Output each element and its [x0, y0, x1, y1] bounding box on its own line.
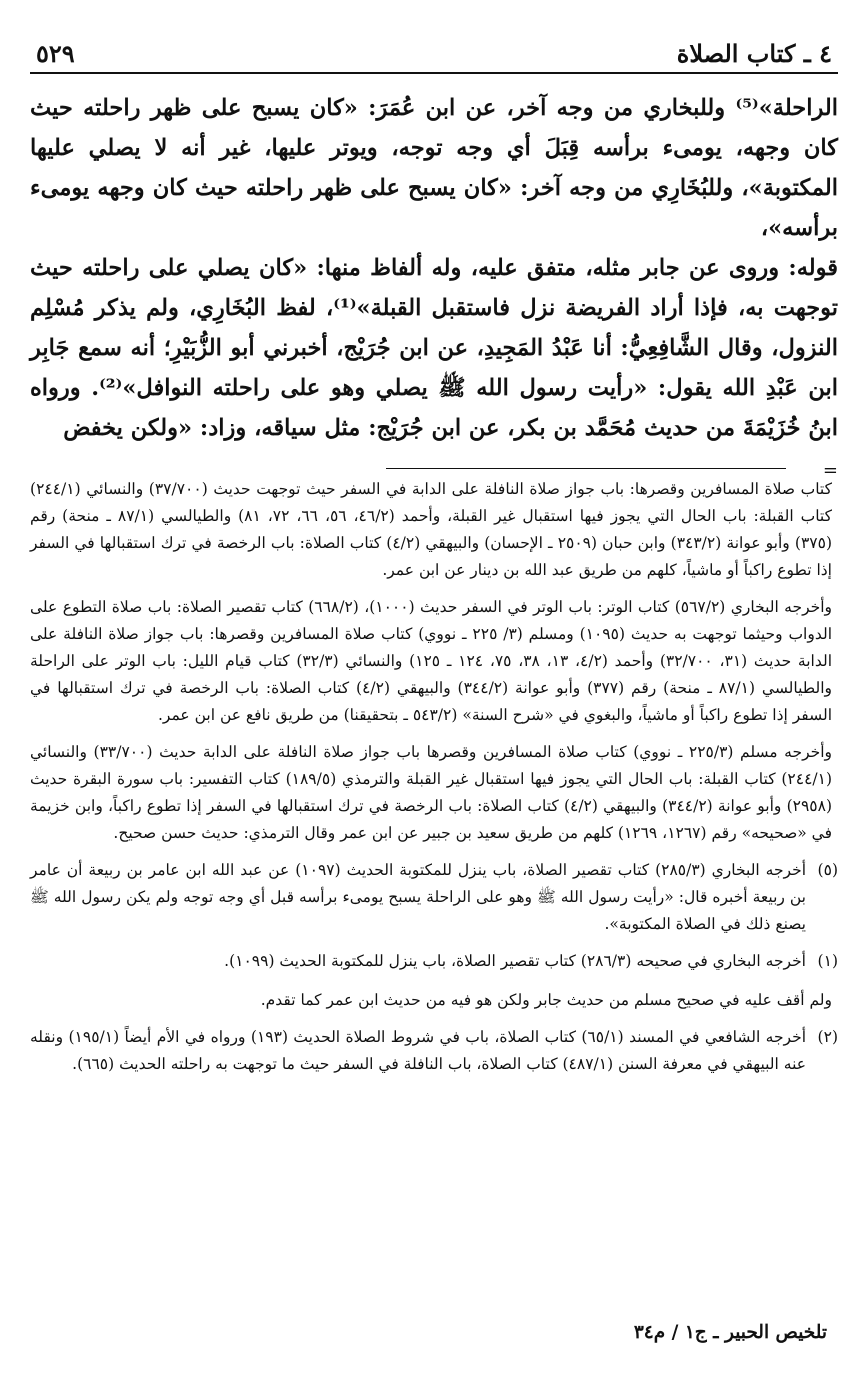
footnote: [30, 987, 838, 1014]
continuation-marker: =: [822, 460, 838, 481]
footnote-number: (١): [817, 952, 838, 970]
paragraph: الراحلة»⁽⁵⁾ وللبخاري من وجه آخر، عن ابن عُمَرَ: «كان يسبح على ظهر راحلته حيث كان وجهه، يومىء برأسه قِبَلَ أي وجه توجه، ويوتر عليها، غير أنه لا يصلي عليها المكتوبة»، وللبُخَارِي من وجه آخر: «كان يسبح على ظهر راحلته حيث كان وجهه يومىء برأسه»،: [30, 95, 838, 241]
footnote: [30, 1024, 838, 1078]
page-number: ٥٢٩: [36, 39, 75, 68]
footnote-text: ولم أقف عليه في صحيح مسلم من حديث جابر ولكن هو فيه من حديث ابن عمر كما تقدم.: [260, 991, 832, 1009]
footnote-text: وأخرجه البخاري (٥٦٧/٢) كتاب الوتر: باب الوتر في السفر حديث (١٠٠٠)، (٦٦٨/٢) كتاب تقصير الصلاة: باب صلاة التطوع على الدواب وحيثما توجهت به حديث (١٠٩٥) ومسلم (٣/ ٢٢٥ ـ نووي) كتاب صلاة المسافرين وقصرها: باب جواز صلاة النافلة على الدابة حديث (٣١، ٣٢/٧٠٠) وأحمد (٤/٢، ١٣، ٣٨، ٧٥، ١٢٤ ـ ١٢٥) والنسائي (٣٢/٣) كتاب قيام الليل: باب الوتر على الراحلة والطيالسي (٨٧/١ ـ منحة) رقم (٣٧٧) وأبو عوانة (٣٤٤/٢) والبيهقي (٤/٢) كتاب الصلاة: باب الرخصة في ترك استقبالها في السفر إذا تطوع راكباً أو ماشياً، والبغوي في «شرح السنة» (٥٤٣/٢ ـ بتحقيقنا) من طريق نافع عن ابن عمر.: [30, 598, 833, 724]
footnote-text: كتاب صلاة المسافرين وقصرها: باب جواز صلاة النافلة على الدابة في السفر حيث توجهت حديث (٣٧/٧٠٠) والنسائي (٢٤٤/١) كتاب القبلة: باب الحال التي يجوز فيها استقبال غير القبلة، وأحمد (٤٦/٢، ٥٦، ٦٦، ٧٢، ٨١) والطيالسي (٨٧/١ ـ منحة) رقم (٣٧٥) وأبو عوانة (٣٤٣/٢) وابن حبان (٢٥٠٩ ـ الإحسان) والبيهقي (٤/٢) كتاب الصلاة: باب الرخصة في ترك استقبالها في السفر إذا تطوع راكباً أو ماشياً، كلهم من طريق عبد الله بن دينار عن ابن عمر.: [30, 480, 832, 579]
footnote-text: وأخرجه مسلم (٢٢٥/٣ ـ نووي) كتاب صلاة المسافرين وقصرها باب جواز صلاة النافلة على الدابة حديث (٣٣/٧٠٠) والنسائي (٢٤٤/١) كتاب القبلة: باب الحال التي يجوز فيها استقبال غير القبلة والترمذي (١٨٩/٥) كتاب التفسير: باب سورة البقرة حديث (٢٩٥٨) وأبو عوانة (٣٤٤/٢) والبيهقي (٤/٢) كتاب الصلاة: باب الرخصة في ترك استقبالها في السفر إذا تطوع راكباً، وابن خزيمة في «صحيحه» رقم (١٢٦٧، ١٢٦٩) كلهم من طريق سعيد بن جبير عن ابن عمر وقال الترمذي: حديث حسن صحيح.: [30, 743, 833, 842]
footnote: [30, 857, 838, 938]
footnote: [30, 739, 838, 847]
document-page: [30, 28, 838, 1088]
footnote-number: (٥): [817, 861, 838, 879]
footnote-number: (٢): [817, 1028, 838, 1046]
running-header: [30, 28, 838, 74]
page-signature: تلخيص الحبير ـ ج١ / م٣٤: [633, 1322, 827, 1343]
footnote-text: أخرجه البخاري في صحيحه (٢٨٦/٣) كتاب تقصير الصلاة، باب ينزل للمكتوبة الحديث (١٠٩٩).: [224, 952, 806, 970]
footnote: [30, 476, 838, 584]
main-text: [30, 88, 838, 448]
paragraph: قوله: وروى عن جابر مثله، متفق عليه، وله ألفاظ منها: «كان يصلي على راحلته حيث توجهت به، فإذا أراد الفريضة نزل فاستقبل القبلة»⁽¹⁾، لفظ البُخَارِي، ولم يذكر مُسْلِم النزول، وقال الشَّافِعِيُّ: أنا عَبْدُ المَجِيدِ، عن ابن جُرَيْج، أخبرني أبو الزُّبَيْرِ؛ أنه سمع جَابِر ابن عَبْدِ الله يقول: «رأيت رسول الله ﷺ يصلي وهو على راحلته النوافل»⁽²⁾. ورواه ابنُ خُزَيْمَةَ من حديث مُحَمَّد بن بكر، عن ابن جُرَيْج: مثل سياقه، وزاد: «ولكن يخفض: [30, 255, 839, 441]
footnote-text: أخرجه الشافعي في المسند (٦٥/١) كتاب الصلاة، باب في شروط الصلاة الحديث (١٩٣) ورواه في الأم أيضاً (١٩٥/١) ونقله عنه البيهقي في معرفة السنن (٤٨٧/١) كتاب الصلاة، باب النافلة في السفر حيث ما توجهت به راحلته الحديث (٦٦٥).: [30, 1028, 806, 1073]
footnote: [30, 594, 838, 729]
footnote: [30, 948, 838, 975]
footnote-text: أخرجه البخاري (٢٨٥/٣) كتاب تقصير الصلاة، باب ينزل للمكتوبة الحديث (١٠٩٧) عن عبد الله ابن عامر بن ربيعة أن عامر بن ربيعة أخبره قال: «رأيت رسول الله ﷺ وهو على الراحلة يسبح يومىء برأسه قبل أي وجه توجه ولم يكن رسول الله ﷺ يصنع ذلك في الصلاة المكتوبة».: [30, 861, 806, 933]
footnotes: [30, 476, 838, 1078]
separator-line: [386, 468, 786, 469]
chapter-title: ٤ ـ كتاب الصلاة: [676, 39, 832, 68]
footnote-separator: [30, 460, 838, 481]
